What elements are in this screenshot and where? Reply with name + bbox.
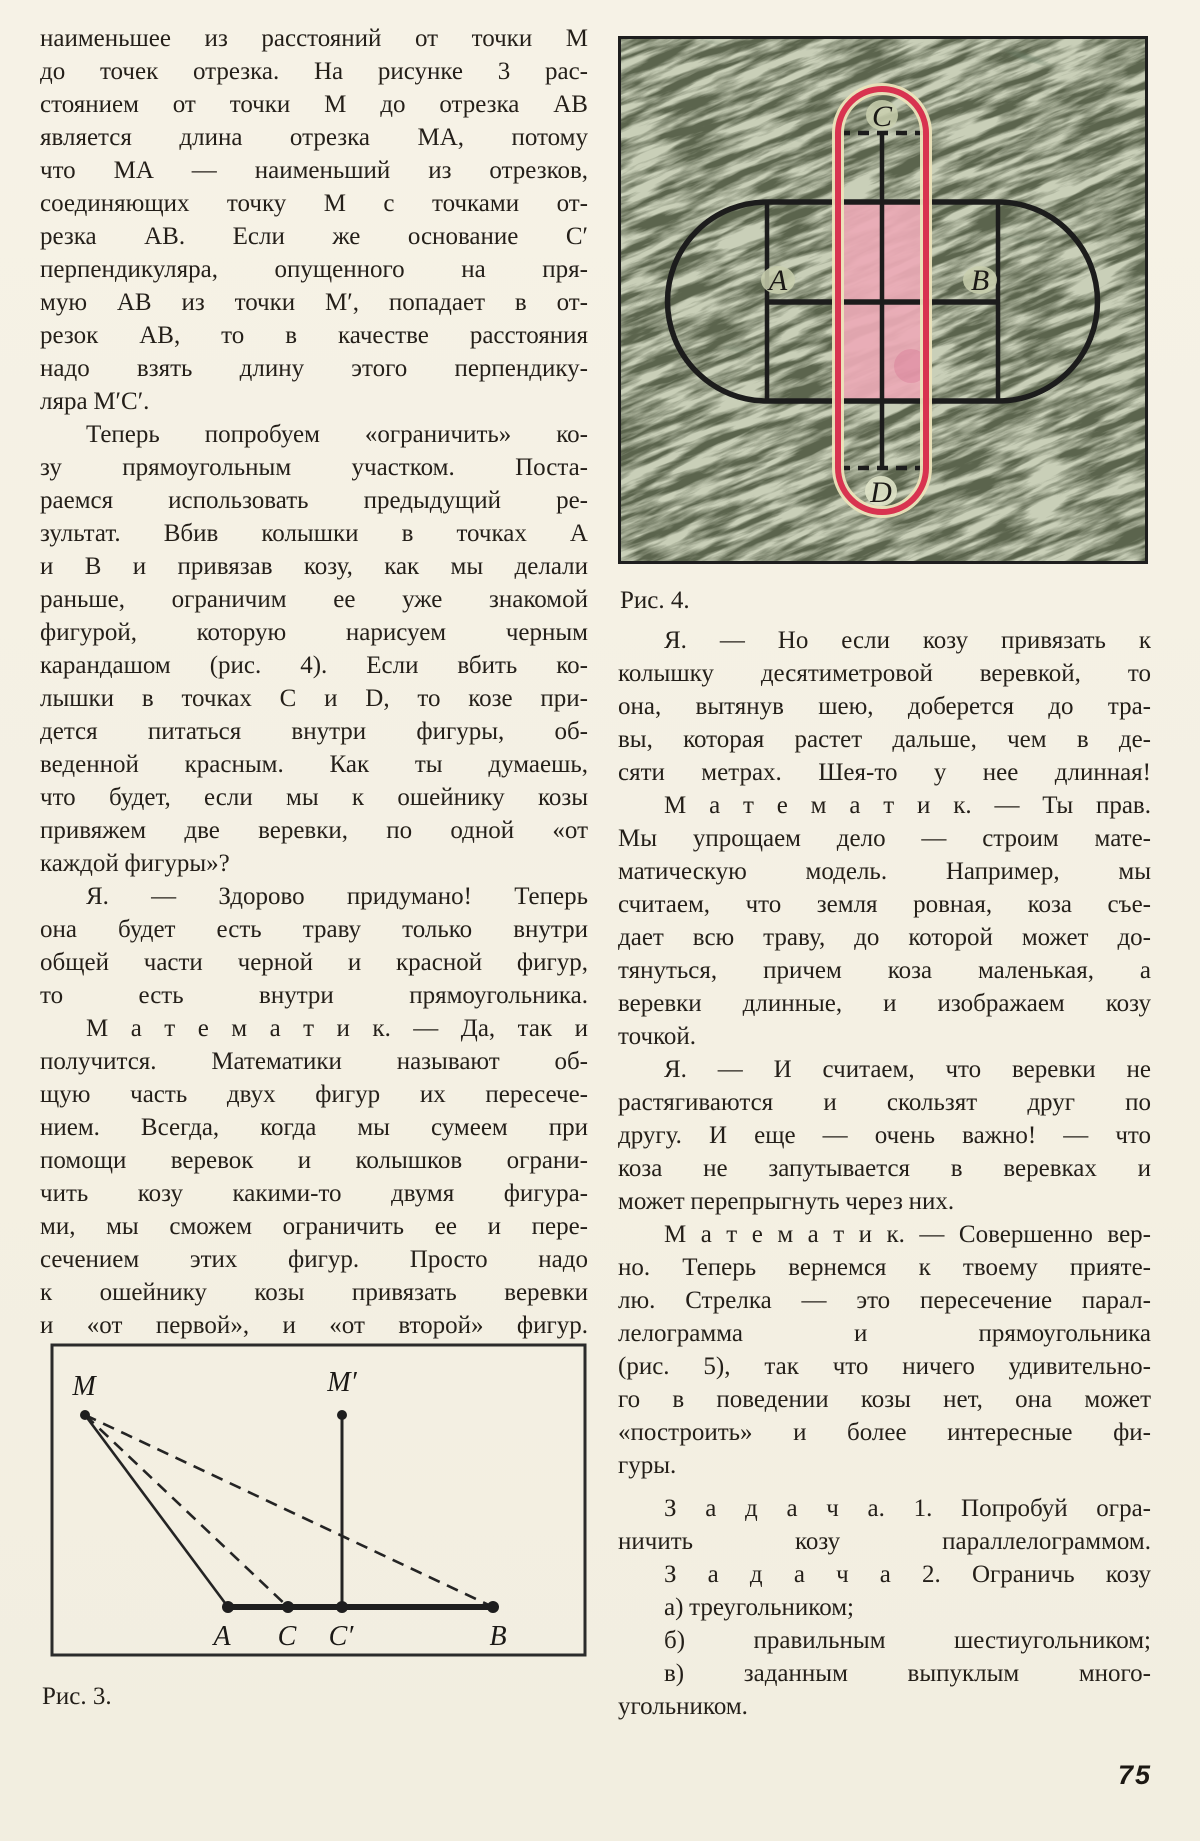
label-cprime: C′ (328, 1621, 354, 1652)
figure-4-caption: Рис. 4. (620, 587, 690, 614)
text-line: ляра М′С′. (40, 388, 150, 415)
text-line: считаем, что земля ровная, коза съе- (618, 891, 1151, 918)
text-line: растягиваются и скользят друг по (618, 1089, 1151, 1116)
text-line: стоянием от точки М до отрезка АВ (40, 91, 588, 118)
label-mprime: M′ (327, 1367, 357, 1398)
text-line: веревки длинные, и изображаем козу (618, 990, 1151, 1017)
label-b: B (489, 1621, 507, 1652)
line-m-a (85, 1415, 228, 1607)
text-line: перпендикуляра, опущенного на пря- (40, 256, 588, 283)
text-line: до точек отрезка. На рисунке 3 рас- (40, 58, 588, 85)
text-line: зультат. Вбив колышки в точках А (40, 520, 588, 547)
text-line: дает всю траву, до которой может до- (618, 924, 1151, 951)
label-c-text: C (871, 100, 893, 133)
text-line: угольником. (618, 1693, 748, 1720)
text-line: коза не запутывается в веревках и (618, 1155, 1151, 1182)
text-line: она, вытянув шею, доберется до тра- (618, 693, 1151, 720)
text-line: привяжем две веревки, по одной «от (40, 817, 588, 844)
text-line: щую часть двух фигур их пересече- (40, 1081, 588, 1108)
point-a (222, 1601, 234, 1613)
line-m-b-dashed (85, 1415, 493, 1607)
text-line: каждой фигуры»? (40, 850, 230, 877)
text-line: М а т е м а т и к. — Совершенно вер- (664, 1221, 1151, 1248)
text-line: лышки в точках С и D, то козе при- (40, 685, 588, 712)
text-line: другу. И еще — очень важно! — что (618, 1122, 1151, 1149)
figure-4-photo (618, 36, 1148, 564)
text-line: матическую модель. Например, мы (618, 858, 1151, 885)
text-line: сечением этих фигур. Просто надо (40, 1246, 588, 1273)
text-line: З а д а ч а 2. Ограничь козу (664, 1561, 1151, 1588)
text-line: получится. Математики называют об- (40, 1048, 588, 1075)
text-line: Я. — Но если козу привязать к (664, 627, 1151, 654)
text-line: что будет, если мы к ошейнику козы (40, 784, 588, 811)
text-line: веденной красным. Как ты думаешь, (40, 751, 588, 778)
figure-3-caption: Рис. 3. (42, 1683, 112, 1710)
text-line: (рис. 5), так что ничего удивительно- (618, 1353, 1151, 1380)
text-line: Я. — И считаем, что веревки не (664, 1056, 1151, 1083)
text-line: тянуться, причем коза маленькая, а (618, 957, 1151, 984)
text-line: раемся использовать предыдущий ре- (40, 487, 588, 514)
text-line: нием. Всегда, когда мы сумеем при (40, 1114, 588, 1141)
text-line: раньше, ограничим ее уже знакомой (40, 586, 588, 613)
text-line: З а д а ч а. 1. Попробуй огра- (664, 1495, 1151, 1522)
right-text-column (618, 624, 1151, 1723)
page-number: 75 (1117, 1760, 1152, 1790)
text-line: а) треугольником; (664, 1594, 854, 1621)
text-line: дется питаться внутри фигуры, об- (40, 718, 588, 745)
point-cprime (336, 1601, 348, 1613)
label-a-text: A (768, 264, 788, 297)
text-line: и «от первой», и «от второй» фигур. (40, 1312, 588, 1339)
text-line: в) заданным выпуклым много- (664, 1660, 1151, 1687)
text-line: помощи веревок и колышков ограни- (40, 1147, 588, 1174)
label-c: C (277, 1621, 297, 1652)
text-line: мую АВ из точки М′, попадает в от- (40, 289, 588, 316)
left-text-column (40, 22, 588, 1342)
text-line: Я. — Здорово придумано! Теперь (86, 883, 588, 910)
text-line: ничить козу параллелограммом. (618, 1528, 1151, 1555)
text-line: б) правильным шестиугольником; (664, 1627, 1151, 1654)
text-line: и В и привязав козу, как мы делали (40, 553, 588, 580)
text-line: колышку десятиметровой веревкой, то (618, 660, 1151, 687)
label-a: A (213, 1621, 231, 1652)
label-m: M (72, 1371, 96, 1402)
text-line: чить козу какими-то двумя фигура- (40, 1180, 588, 1207)
text-line: соединяющих точку М с точками от- (40, 190, 588, 217)
text-line: фигурой, которую нарисуем черным (40, 619, 588, 646)
text-line: общей части черной и красной фигур, (40, 949, 588, 976)
text-line: сяти метрах. Шея-то у нее длинная! (618, 759, 1151, 786)
point-c (282, 1601, 294, 1613)
text-line (618, 1482, 1151, 1492)
text-line: она будет есть траву только внутри (40, 916, 588, 943)
text-line: точкой. (618, 1023, 697, 1050)
text-line: то есть внутри прямоугольника. (40, 982, 588, 1009)
text-line: зу прямоугольным участком. Поста- (40, 454, 588, 481)
text-line: гуры. (618, 1452, 677, 1479)
text-line: но. Теперь вернемся к твоему прияте- (618, 1254, 1151, 1281)
text-line: го в поведении козы нет, она может (618, 1386, 1151, 1413)
point-b (487, 1601, 499, 1613)
text-line: Мы упрощаем дело — строим мате- (618, 825, 1151, 852)
text-line: М а т е м а т и к. — Да, так и (86, 1015, 588, 1042)
label-d-text: D (870, 476, 892, 509)
text-line: Теперь попробуем «ограничить» ко- (86, 421, 588, 448)
text-line: «построить» и более интересные фи- (618, 1419, 1151, 1446)
line-m-c-dashed (85, 1415, 288, 1607)
text-line: наименьшее из расстояний от точки М (40, 25, 588, 52)
text-line: лелограмма и прямоугольника (618, 1320, 1151, 1347)
figure-3-diagram (50, 1343, 587, 1657)
label-b-text: B (970, 264, 990, 297)
text-line: карандашом (рис. 4). Если вбить ко- (40, 652, 588, 679)
text-line: надо взять длину этого перпендику- (40, 355, 588, 382)
text-line: может перепрыгнуть через них. (618, 1188, 955, 1215)
text-line: что МА — наименьший из отрезков, (40, 157, 588, 184)
text-line: к ошейнику козы привязать веревки (40, 1279, 588, 1306)
text-line: резка АВ. Если же основание С′ (40, 223, 588, 250)
text-line: ми, мы сможем ограничить ее и пере- (40, 1213, 588, 1240)
point-m (80, 1410, 90, 1420)
text-line: вы, которая растет дальше, чем в де- (618, 726, 1151, 753)
text-line: М а т е м а т и к. — Ты прав. (664, 792, 1151, 819)
text-line: резок АВ, то в качестве расстояния (40, 322, 588, 349)
text-line: является длина отрезка МА, потому (40, 124, 588, 151)
text-line: лю. Стрелка — это пересечение парал- (618, 1287, 1151, 1314)
point-mprime (337, 1410, 347, 1420)
